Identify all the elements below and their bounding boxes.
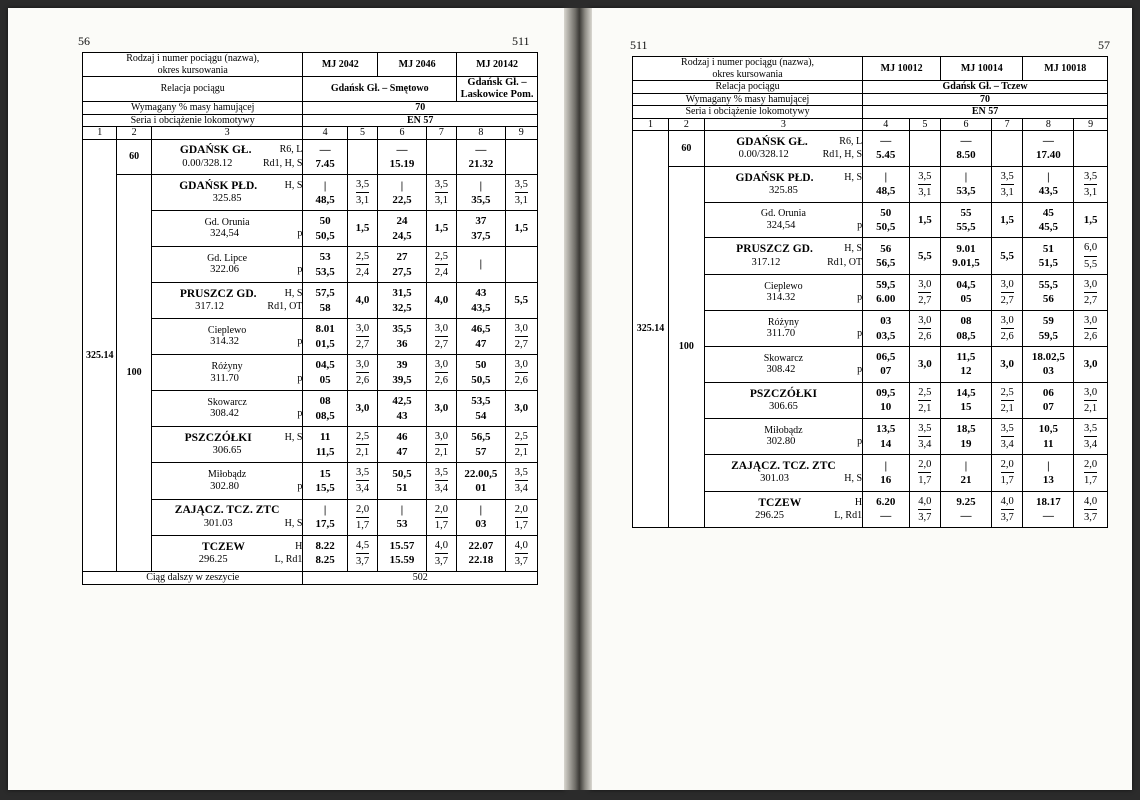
speed-col-7: 3,0 2,6 — [426, 355, 456, 391]
time-col-6: 15.57 15.59 — [378, 535, 427, 571]
time-col-8: 55,5 56 — [1023, 274, 1074, 310]
speed-col-9 — [505, 139, 537, 175]
speed-col-9: 1,5 — [505, 211, 537, 247]
speed-col-7: 3,0 2,7 — [991, 274, 1023, 310]
table-row — [83, 499, 538, 535]
station-cell: Różyny 311.70 p — [151, 355, 303, 391]
time-col-4: — 7.45 — [303, 139, 347, 175]
column-number-2: 2 — [117, 127, 151, 140]
station-cell: Cieplewo 314.32 p — [704, 274, 862, 310]
speed-col-7 — [426, 139, 456, 175]
table-row — [83, 463, 538, 499]
table-row — [83, 283, 538, 319]
speed-col-5 — [347, 139, 377, 175]
train-number-2: MJ 2046 — [378, 53, 457, 77]
station-cell: Gd. Orunia 324,54 p — [704, 202, 862, 238]
time-col-6: 11,5 12 — [941, 347, 992, 383]
station-cell: GDAŃSK PŁD. H, S 325.85 — [704, 166, 862, 202]
station-cell: Gd. Lipce 322.06 p — [151, 247, 303, 283]
header-relation-row — [633, 81, 1108, 94]
column-number-1: 1 — [83, 127, 117, 140]
speed-col-7: 4,0 3,7 — [991, 491, 1023, 527]
left-page-number-inner: 511 — [512, 34, 530, 48]
table-row — [83, 318, 538, 354]
time-col-4: 15 15,5 — [303, 463, 347, 499]
speed-col-5: 3,0 2,7 — [909, 274, 941, 310]
station-cell: Różyny 311.70 p — [704, 310, 862, 346]
column-number-row — [633, 118, 1108, 131]
kilometrage-value: 325.14 — [83, 139, 117, 571]
table-row — [633, 455, 1108, 491]
speed-col-7: 1,5 — [426, 211, 456, 247]
header-label-brake: Wymagany % masy hamującej — [633, 93, 863, 106]
time-col-4: 8.01 01,5 — [303, 318, 347, 354]
kilometrage-value: 325.14 — [633, 131, 669, 528]
table-row — [633, 274, 1108, 310]
time-col-8: | 43,5 — [1023, 166, 1074, 202]
speed-col-5: 3,5 3,1 — [347, 175, 377, 211]
time-col-6: 35,5 36 — [378, 318, 427, 354]
speed-col-7: 3,5 3,4 — [426, 463, 456, 499]
brake-percent-value: 70 — [303, 102, 538, 115]
speed-col-9: 6,0 5,5 — [1074, 238, 1108, 274]
header-trains-row — [83, 53, 538, 77]
footer-label: Ciąg dalszy w zeszycie — [83, 572, 303, 585]
time-col-6: 46 47 — [378, 427, 427, 463]
speed-col-9: 3,0 2,6 — [1074, 310, 1108, 346]
speed-col-5: 4,5 3,7 — [347, 535, 377, 571]
time-col-4: 53 53,5 — [303, 247, 347, 283]
time-col-6: 9.01 9.01,5 — [941, 238, 992, 274]
time-col-6: 04,5 05 — [941, 274, 992, 310]
brake-pct-100: 100 — [117, 175, 151, 572]
relation-2: Gdańsk Gł. – Laskowice Pom. — [457, 77, 538, 102]
footer-value: 502 — [303, 572, 538, 585]
table-row — [633, 238, 1108, 274]
speed-col-7: 3,5 3,1 — [991, 166, 1023, 202]
left-page-number-outer: 56 — [78, 34, 90, 48]
time-col-4: 56 56,5 — [863, 238, 909, 274]
time-col-8: 43 43,5 — [457, 283, 506, 319]
time-col-6: — 8.50 — [941, 131, 992, 167]
time-col-6: 18,5 19 — [941, 419, 992, 455]
table-row — [83, 535, 538, 571]
header-trains-row — [633, 57, 1108, 81]
speed-col-7: 3,5 3,4 — [991, 419, 1023, 455]
speed-col-9: 3,0 — [505, 391, 537, 427]
table-row — [83, 175, 538, 211]
table-row — [83, 427, 538, 463]
time-col-8: 37 37,5 — [457, 211, 506, 247]
station-cell: Cieplewo 314.32 p — [151, 318, 303, 354]
column-number-7: 7 — [426, 127, 456, 140]
column-number-5: 5 — [347, 127, 377, 140]
speed-col-5: 2,0 1,7 — [347, 499, 377, 535]
relation-1: Gdańsk Gł. – Smętowo — [303, 77, 457, 102]
relation-1: Gdańsk Gł. – Tczew — [863, 81, 1108, 94]
time-col-8: 56,5 57 — [457, 427, 506, 463]
brake-percent-value: 70 — [863, 93, 1108, 106]
speed-col-5: 3,0 2,7 — [347, 318, 377, 354]
time-col-4: 59,5 6.00 — [863, 274, 909, 310]
header-brake-row — [83, 102, 538, 115]
time-col-6: | 22,5 — [378, 175, 427, 211]
speed-col-9: 3,0 — [1074, 347, 1108, 383]
right-page-number-outer: 57 — [1098, 38, 1110, 52]
table-row — [633, 491, 1108, 527]
column-number-5: 5 — [909, 118, 941, 131]
station-cell: PSZCZÓŁKI 306.65 — [704, 382, 862, 418]
speed-col-9: 3,5 3,1 — [505, 175, 537, 211]
time-col-6: — 15.19 — [378, 139, 427, 175]
time-col-4: 8.22 8.25 — [303, 535, 347, 571]
header-label-train-kind: Rodzaj i numer pociągu (nazwa), okres kursowania — [83, 53, 303, 77]
table-row — [633, 131, 1108, 167]
table-row — [83, 391, 538, 427]
time-col-8: 51 51,5 — [1023, 238, 1074, 274]
speed-col-7: 2,0 1,7 — [426, 499, 456, 535]
column-number-2: 2 — [668, 118, 704, 131]
time-col-6: 39 39,5 — [378, 355, 427, 391]
time-col-8: | — [457, 247, 506, 283]
speed-col-9: 5,5 — [505, 283, 537, 319]
header-label-relation: Relacja pociągu — [83, 77, 303, 102]
time-col-8: 06 07 — [1023, 382, 1074, 418]
station-cell: Miłobądz 302.80 p — [704, 419, 862, 455]
train-number-3: MJ 10018 — [1023, 57, 1108, 81]
speed-col-7 — [991, 131, 1023, 167]
time-col-8: 18.02,5 03 — [1023, 347, 1074, 383]
station-cell: TCZEW H 296.25 L, Rd1 — [704, 491, 862, 527]
time-col-4: 06,5 07 — [863, 347, 909, 383]
table-row — [83, 139, 538, 175]
table-row — [83, 247, 538, 283]
station-cell: Skowarcz 308.42 p — [704, 347, 862, 383]
column-number-3: 3 — [151, 127, 303, 140]
time-col-6: 50,5 51 — [378, 463, 427, 499]
speed-col-9 — [1074, 131, 1108, 167]
time-col-8: 45 45,5 — [1023, 202, 1074, 238]
column-number-1: 1 — [633, 118, 669, 131]
time-col-6: | 21 — [941, 455, 992, 491]
brake-pct-100: 100 — [668, 166, 704, 527]
speed-col-9: 3,0 2,7 — [505, 318, 537, 354]
column-number-8: 8 — [1023, 118, 1074, 131]
column-number-6: 6 — [378, 127, 427, 140]
time-col-4: | 48,5 — [303, 175, 347, 211]
time-col-6: 31,5 32,5 — [378, 283, 427, 319]
column-number-9: 9 — [505, 127, 537, 140]
speed-col-9: 2,0 1,7 — [505, 499, 537, 535]
time-col-4: | 48,5 — [863, 166, 909, 202]
speed-col-9 — [505, 247, 537, 283]
speed-col-7: 3,0 2,6 — [991, 310, 1023, 346]
header-loco-row — [633, 106, 1108, 119]
speed-col-5: 4,0 — [347, 283, 377, 319]
column-number-row — [83, 127, 538, 140]
speed-col-7: 5,5 — [991, 238, 1023, 274]
time-col-6: 55 55,5 — [941, 202, 992, 238]
time-col-6: | 53 — [378, 499, 427, 535]
column-number-9: 9 — [1074, 118, 1108, 131]
speed-col-5: 2,0 1,7 — [909, 455, 941, 491]
speed-col-9: 3,0 2,7 — [1074, 274, 1108, 310]
station-cell: GDAŃSK GŁ. R6, L 0.00/328.12 Rd1, H, S — [151, 139, 303, 175]
time-col-8: 22.07 22.18 — [457, 535, 506, 571]
time-col-4: 50 50,5 — [863, 202, 909, 238]
station-cell: Gd. Orunia 324,54 p — [151, 211, 303, 247]
table-row — [633, 419, 1108, 455]
loco-value: EN 57 — [863, 106, 1108, 119]
right-page-number-inner: 511 — [630, 38, 648, 52]
time-col-6: 08 08,5 — [941, 310, 992, 346]
station-cell: ZAJĄCZ. TCZ. ZTC 301.03 H, S — [151, 499, 303, 535]
speed-col-9: 3,5 3,1 — [1074, 166, 1108, 202]
time-col-8: — 21.32 — [457, 139, 506, 175]
header-label-loco: Seria i obciążenie lokomotywy — [83, 114, 303, 127]
speed-col-9: 2,5 2,1 — [505, 427, 537, 463]
table-row — [633, 202, 1108, 238]
time-col-8: 53,5 54 — [457, 391, 506, 427]
time-col-6: 42,5 43 — [378, 391, 427, 427]
time-col-8: 22.00,5 01 — [457, 463, 506, 499]
train-number-3: MJ 20142 — [457, 53, 538, 77]
station-cell: TCZEW H 296.25 L, Rd1 — [151, 535, 303, 571]
footer-row — [83, 572, 538, 585]
time-col-6: 9.25 — — [941, 491, 992, 527]
column-number-6: 6 — [941, 118, 992, 131]
table-row — [633, 310, 1108, 346]
speed-col-9: 1,5 — [1074, 202, 1108, 238]
loco-value: EN 57 — [303, 114, 538, 127]
time-col-8: 46,5 47 — [457, 318, 506, 354]
speed-col-9: 3,5 3,4 — [1074, 419, 1108, 455]
speed-col-7: 3,0 — [991, 347, 1023, 383]
right-timetable — [632, 56, 1108, 528]
column-number-4: 4 — [303, 127, 347, 140]
time-col-4: 50 50,5 — [303, 211, 347, 247]
header-label-brake: Wymagany % masy hamującej — [83, 102, 303, 115]
time-col-4: 09,5 10 — [863, 382, 909, 418]
station-cell: Skowarcz 308.42 p — [151, 391, 303, 427]
brake-pct-60: 60 — [668, 131, 704, 167]
speed-col-5: 3,0 — [909, 347, 941, 383]
speed-col-9: 3,0 2,6 — [505, 355, 537, 391]
time-col-6: 14,5 15 — [941, 382, 992, 418]
time-col-4: 57,5 58 — [303, 283, 347, 319]
station-cell: PRUSZCZ GD. H, S 317.12 Rd1, OT — [704, 238, 862, 274]
table-row — [633, 347, 1108, 383]
table-row — [83, 355, 538, 391]
time-col-6: 27 27,5 — [378, 247, 427, 283]
left-timetable — [82, 52, 538, 585]
speed-col-5: 4,0 3,7 — [909, 491, 941, 527]
speed-col-5: 2,5 2,1 — [909, 382, 941, 418]
speed-col-5: 3,0 2,6 — [909, 310, 941, 346]
speed-col-7: 2,5 2,4 — [426, 247, 456, 283]
speed-col-5 — [909, 131, 941, 167]
time-col-4: | 16 — [863, 455, 909, 491]
speed-col-5: 5,5 — [909, 238, 941, 274]
station-cell: GDAŃSK GŁ. R6, L 0.00/328.12 Rd1, H, S — [704, 131, 862, 167]
header-label-loco: Seria i obciążenie lokomotywy — [633, 106, 863, 119]
time-col-8: | 35,5 — [457, 175, 506, 211]
train-number-1: MJ 2042 — [303, 53, 378, 77]
time-col-8: | 03 — [457, 499, 506, 535]
time-col-8: 50 50,5 — [457, 355, 506, 391]
station-cell: Miłobądz 302.80 p — [151, 463, 303, 499]
time-col-4: | 17,5 — [303, 499, 347, 535]
table-row — [633, 166, 1108, 202]
time-col-8: — 17.40 — [1023, 131, 1074, 167]
speed-col-7: 2,0 1,7 — [991, 455, 1023, 491]
speed-col-5: 3,5 3,4 — [909, 419, 941, 455]
column-number-7: 7 — [991, 118, 1023, 131]
speed-col-7: 2,5 2,1 — [991, 382, 1023, 418]
speed-col-9: 3,5 3,4 — [505, 463, 537, 499]
speed-col-7: 3,5 3,1 — [426, 175, 456, 211]
time-col-4: 08 08,5 — [303, 391, 347, 427]
speed-col-9: 4,0 3,7 — [1074, 491, 1108, 527]
speed-col-5: 2,5 2,4 — [347, 247, 377, 283]
column-number-8: 8 — [457, 127, 506, 140]
speed-col-9: 3,0 2,1 — [1074, 382, 1108, 418]
speed-col-5: 1,5 — [909, 202, 941, 238]
speed-col-5: 3,5 3,1 — [909, 166, 941, 202]
time-col-4: 13,5 14 — [863, 419, 909, 455]
speed-col-7: 4,0 — [426, 283, 456, 319]
speed-col-9: 2,0 1,7 — [1074, 455, 1108, 491]
station-cell: PSZCZÓŁKI H, S 306.65 — [151, 427, 303, 463]
header-label-relation: Relacja pociągu — [633, 81, 863, 94]
speed-col-7: 4,0 3,7 — [426, 535, 456, 571]
brake-pct-60: 60 — [117, 139, 151, 175]
speed-col-9: 4,0 3,7 — [505, 535, 537, 571]
train-number-1: MJ 10012 — [863, 57, 941, 81]
time-col-8: 10,5 11 — [1023, 419, 1074, 455]
time-col-4: 6.20 — — [863, 491, 909, 527]
time-col-4: 03 03,5 — [863, 310, 909, 346]
speed-col-5: 3,0 2,6 — [347, 355, 377, 391]
table-row — [633, 382, 1108, 418]
speed-col-7: 3,0 2,1 — [426, 427, 456, 463]
speed-col-5: 1,5 — [347, 211, 377, 247]
time-col-4: 04,5 05 — [303, 355, 347, 391]
header-label-train-kind: Rodzaj i numer pociągu (nazwa), okres kursowania — [633, 57, 863, 81]
speed-col-5: 2,5 2,1 — [347, 427, 377, 463]
table-row — [83, 211, 538, 247]
time-col-4: 11 11,5 — [303, 427, 347, 463]
speed-col-5: 3,0 — [347, 391, 377, 427]
time-col-8: 59 59,5 — [1023, 310, 1074, 346]
station-cell: ZAJĄCZ. TCZ. ZTC 301.03 H, S — [704, 455, 862, 491]
speed-col-7: 3,0 — [426, 391, 456, 427]
book-gutter — [564, 8, 592, 790]
time-col-8: 18.17 — — [1023, 491, 1074, 527]
station-cell: PRUSZCZ GD. H, S 317.12 Rd1, OT — [151, 283, 303, 319]
time-col-6: 24 24,5 — [378, 211, 427, 247]
speed-col-5: 3,5 3,4 — [347, 463, 377, 499]
column-number-4: 4 — [863, 118, 909, 131]
header-relation-row — [83, 77, 538, 102]
time-col-6: | 53,5 — [941, 166, 992, 202]
header-brake-row — [633, 93, 1108, 106]
header-loco-row — [83, 114, 538, 127]
column-number-3: 3 — [704, 118, 862, 131]
train-number-2: MJ 10014 — [941, 57, 1023, 81]
speed-col-7: 1,5 — [991, 202, 1023, 238]
time-col-8: | 13 — [1023, 455, 1074, 491]
station-cell: GDAŃSK PŁD. H, S 325.85 — [151, 175, 303, 211]
time-col-4: — 5.45 — [863, 131, 909, 167]
speed-col-7: 3,0 2,7 — [426, 318, 456, 354]
